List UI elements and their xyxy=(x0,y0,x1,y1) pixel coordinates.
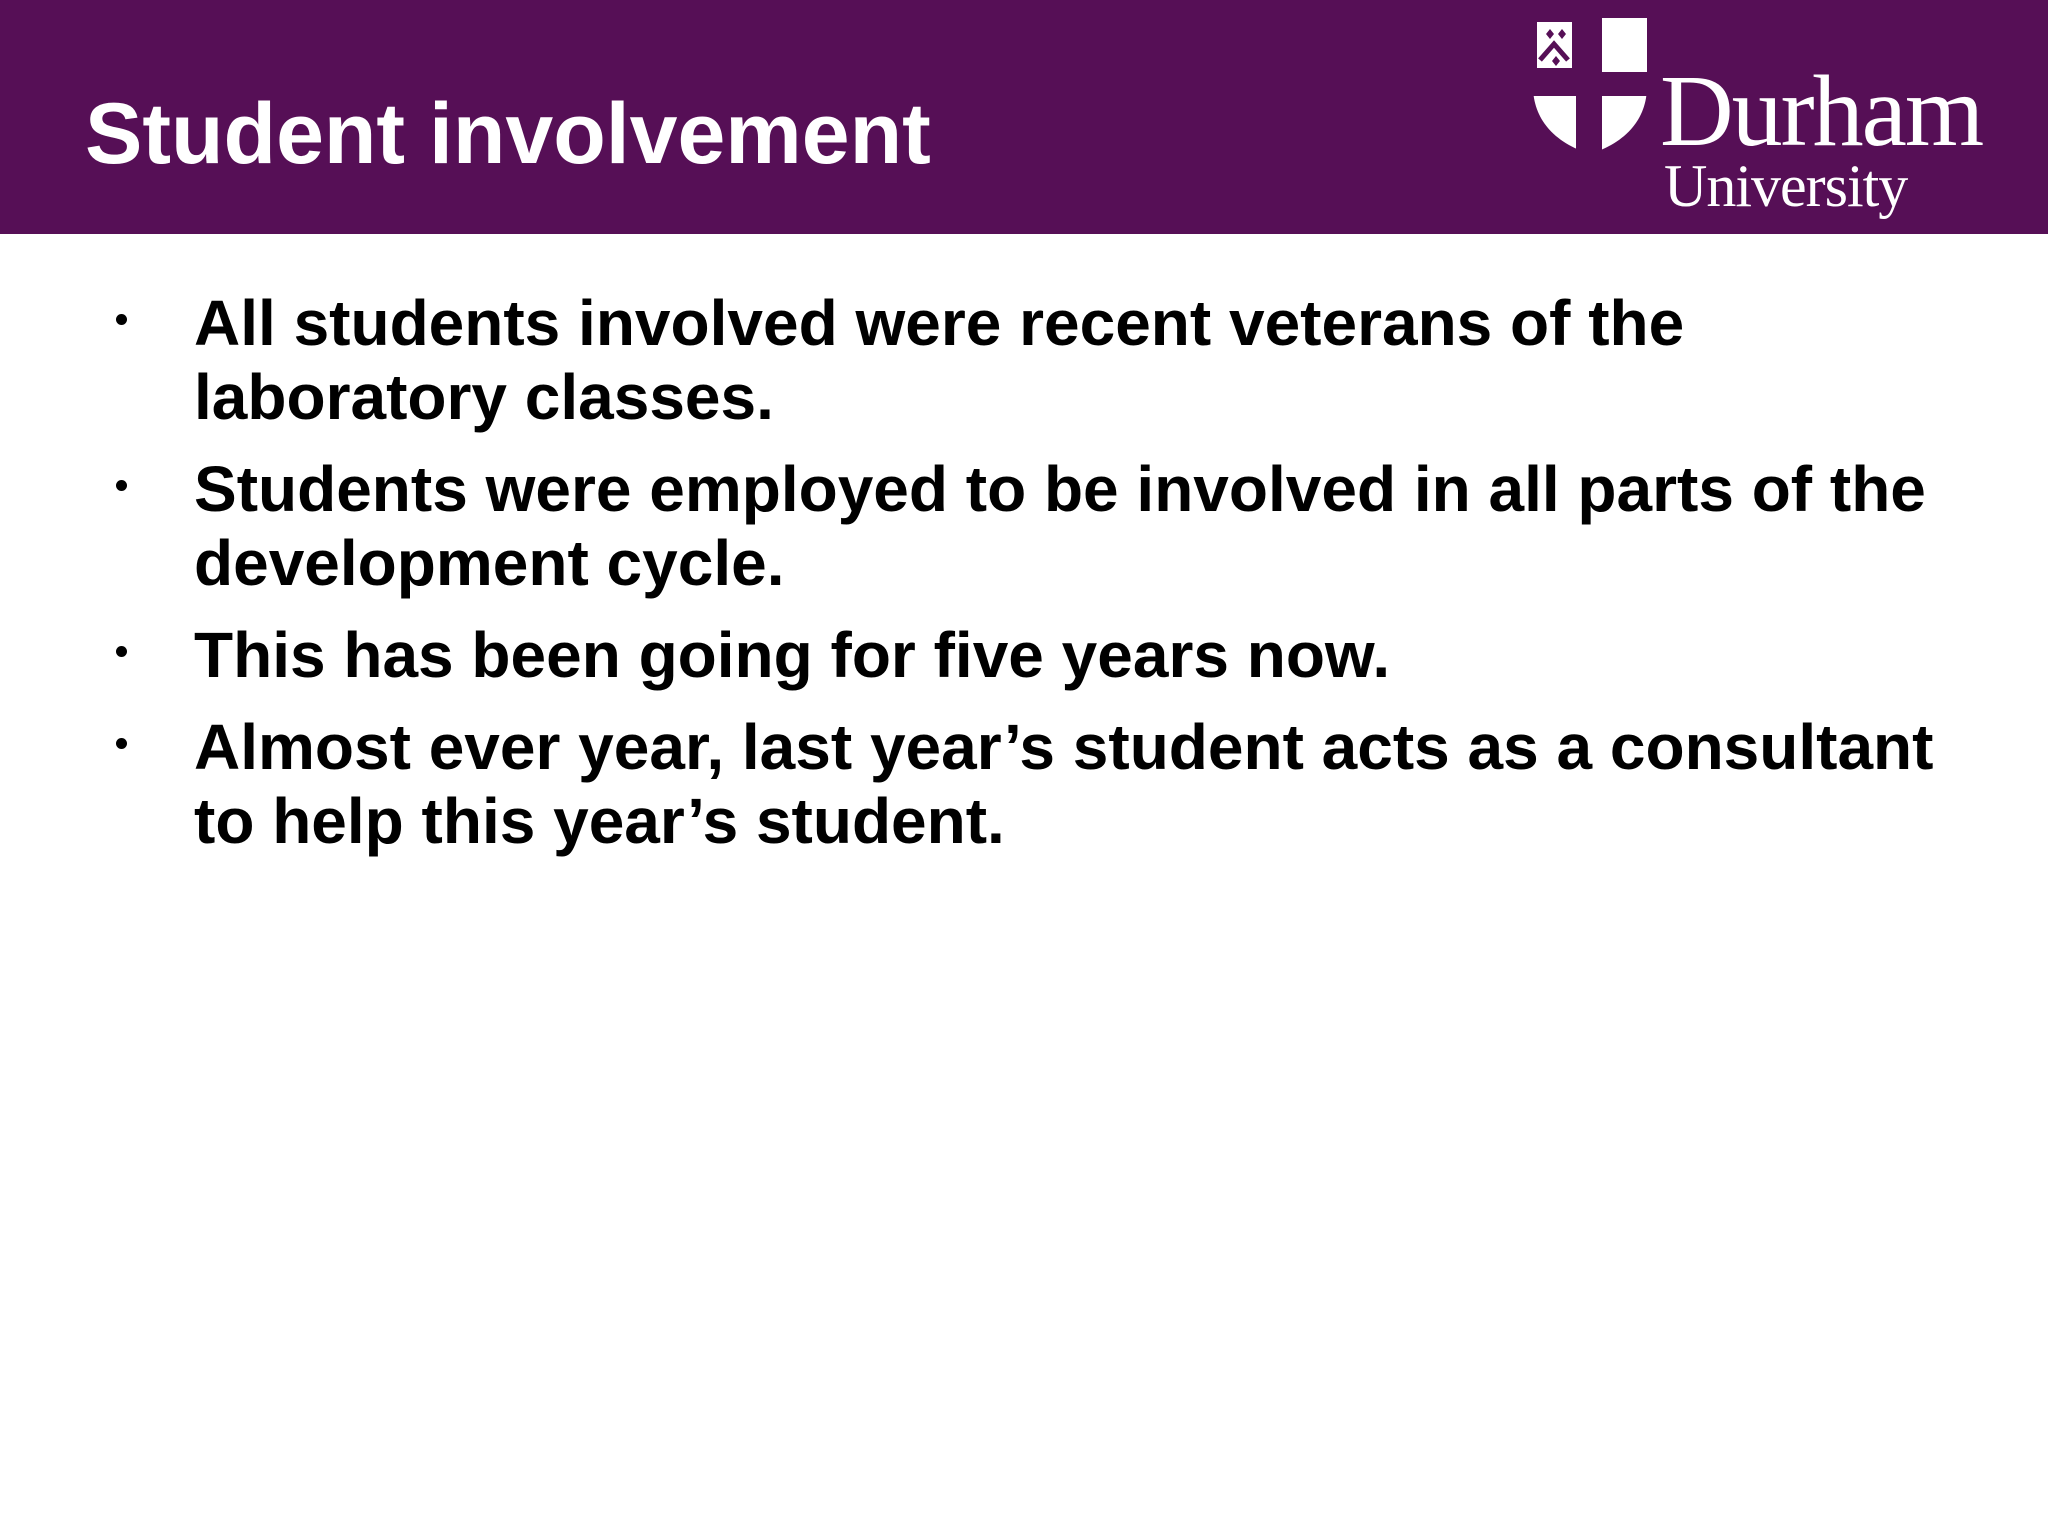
bullet-dot-icon xyxy=(116,480,127,491)
bullet-item xyxy=(110,710,1940,858)
durham-university-logo xyxy=(1528,14,1998,224)
slide-header-bar xyxy=(0,0,2048,234)
bullet-dot-icon xyxy=(116,646,127,657)
bullet-text: All students involved were recent veterans of the laboratory classes. xyxy=(194,287,1685,433)
slide-title: Student involvement xyxy=(85,86,931,182)
university-shield-icon xyxy=(1528,14,1652,156)
logo-wordmark: Durham xyxy=(1660,55,1983,168)
bullet-text: Almost ever year, last year’s student acts as a consultant to help this year’s student. xyxy=(194,711,1934,857)
bullet-text: Students were employed to be involved in all parts of the development cycle. xyxy=(194,453,1926,599)
bullet-item xyxy=(110,618,1940,692)
bullet-list xyxy=(110,286,1940,876)
bullet-text: This has been going for five years now. xyxy=(194,619,1391,691)
bullet-item xyxy=(110,452,1940,600)
bullet-dot-icon xyxy=(116,738,127,749)
bullet-dot-icon xyxy=(116,314,127,325)
logo-subtitle: University xyxy=(1664,153,1908,219)
bullet-item xyxy=(110,286,1940,434)
